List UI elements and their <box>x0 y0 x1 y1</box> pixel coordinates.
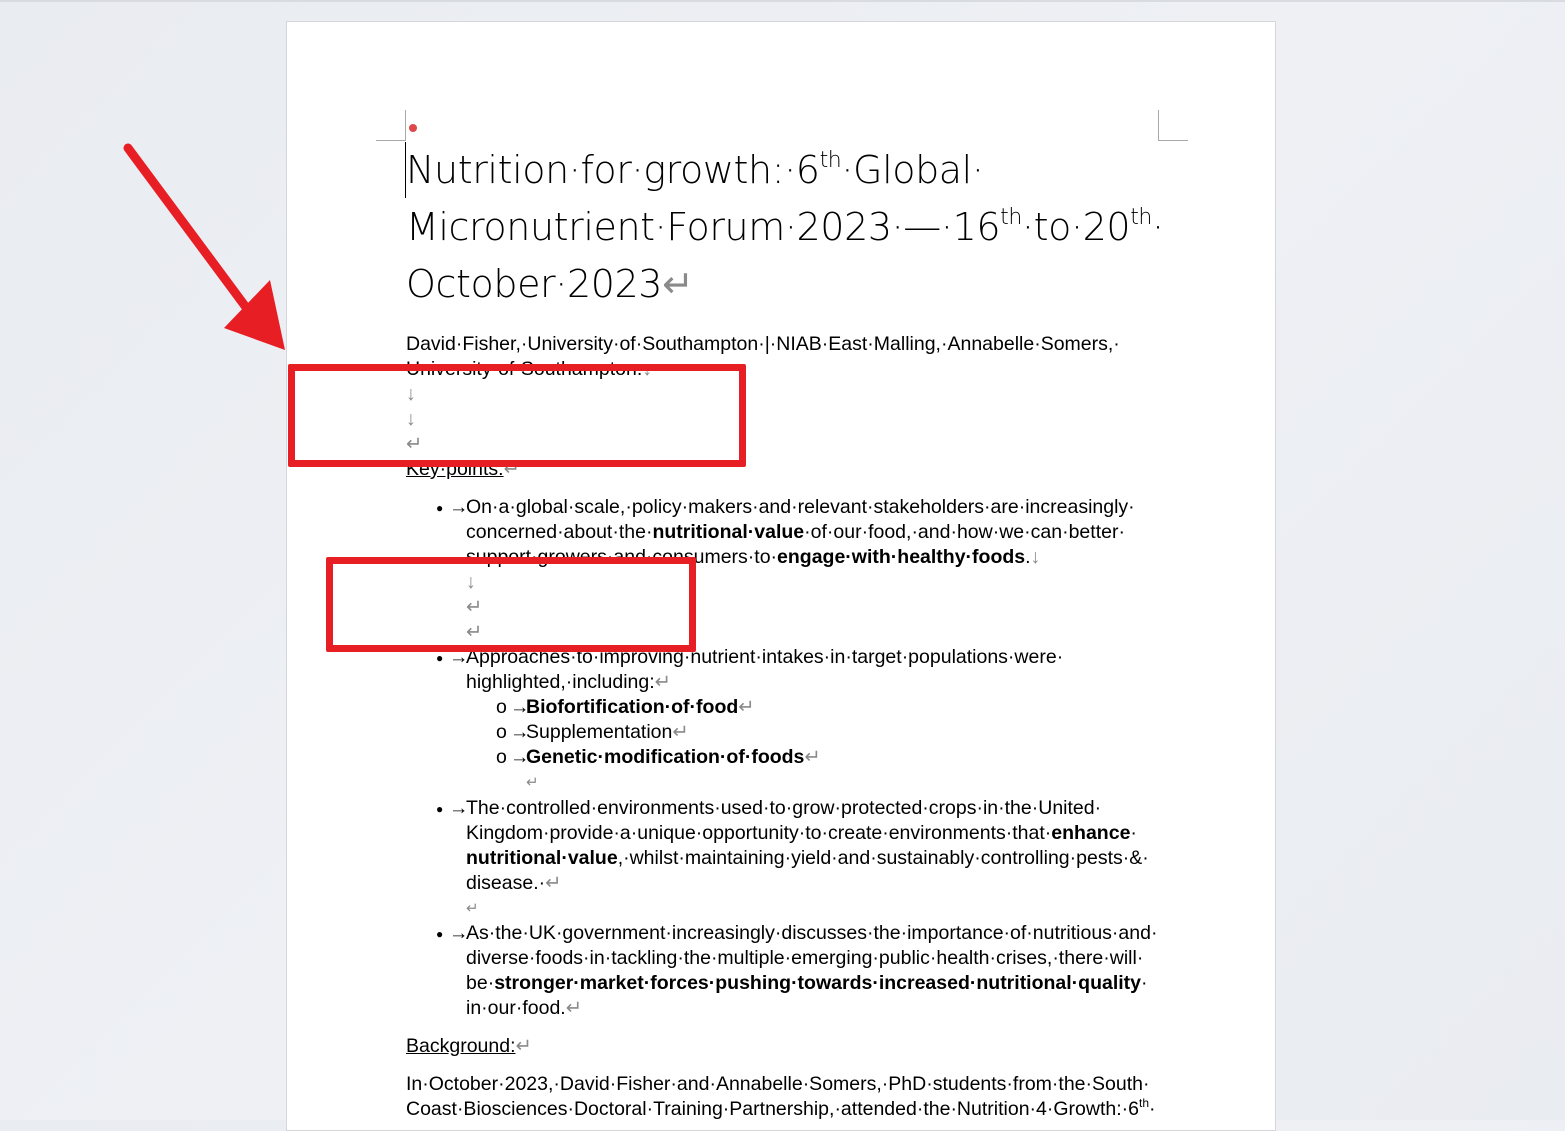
bullet-3-line-2[interactable]: Kingdom·provide·a·unique·opportunity·to·create·environments·that·enhance· <box>466 822 1137 844</box>
bullet-3-line-4[interactable]: disease.·↵ <box>466 872 562 894</box>
empty-paragraph-1[interactable]: ↵ <box>406 433 423 455</box>
bullet-1-line-2[interactable]: concerned·about·the·nutritional·value·of·our·food,·and·how·we·can·better· <box>466 521 1125 543</box>
bullet-4-line-1[interactable]: As·the·UK·government·increasingly·discusses·the·importance·of·nutritious·and· <box>466 922 1158 944</box>
bullet-2-symbol: ● <box>436 651 444 665</box>
key-points-heading[interactable]: Key·points:↵ <box>406 458 520 480</box>
bullet-1-empty-break[interactable]: ↓ <box>466 571 476 593</box>
authors-line-1[interactable]: David·Fisher,·University·of·Southampton·|·NIAB·East·Malling,·Annabelle·Somers,· <box>406 333 1120 355</box>
bullet-1-line-1[interactable]: On·a·global·scale,·policy·makers·and·relevant·stakeholders·are·increasingly· <box>466 496 1135 518</box>
document-title-line-3[interactable]: October·2023↵ <box>406 262 694 306</box>
background-line-1[interactable]: In·October·2023,·David·Fisher·and·Annabelle·Somers,·PhD·students·from·the·South· <box>406 1073 1150 1095</box>
sub-bullet-empty-para[interactable]: ↵ <box>526 774 539 791</box>
sub-bullet-1-symbol: o <box>496 696 507 718</box>
bullet-4-line-4[interactable]: in·our·food.↵ <box>466 997 583 1019</box>
sub-bullet-3-tab: → <box>510 746 530 768</box>
document-title-line-2[interactable]: Micronutrient·Forum·2023·—·16th·to·20th· <box>406 205 1164 249</box>
red-arrow-icon <box>120 140 300 380</box>
sub-bullet-3-symbol: o <box>496 746 507 768</box>
sub-bullet-biofortification[interactable]: Biofortification·of·food↵ <box>526 696 755 718</box>
crop-mark-top-right-h <box>1158 140 1188 141</box>
bullet-3-line-1[interactable]: The·controlled·environments·used·to·grow·protected·crops·in·the·United· <box>466 797 1102 819</box>
empty-line-break-2[interactable]: ↓ <box>406 408 416 430</box>
bullet-3-line-3[interactable]: nutritional·value,·whilst·maintaining·yield·and·sustainably·controlling·pests·&· <box>466 847 1149 869</box>
sub-bullet-genetic-modification[interactable]: Genetic·modification·of·foods↵ <box>526 746 821 768</box>
crop-mark-top-left-v <box>405 110 406 141</box>
bullet-1-line-3[interactable]: support·growers·and·consumers·to·engage·with·healthy·foods.↓ <box>466 546 1041 568</box>
crop-mark-top-left-h <box>376 140 406 141</box>
sub-bullet-supplementation[interactable]: Supplementation↵ <box>526 721 689 743</box>
bullet-3-symbol: ● <box>436 802 444 816</box>
bullet-4-line-3[interactable]: be·stronger·market·forces·pushing·towards·increased·nutritional·quality· <box>466 972 1148 994</box>
bullet-3-empty-para[interactable]: ↵ <box>466 900 479 917</box>
background-line-2[interactable]: Coast·Biosciences·Doctoral·Training·Partnership,·attended·the·Nutrition·4·Growth:·6th· <box>406 1096 1156 1120</box>
bullet-1-symbol: ● <box>436 501 444 515</box>
highlight-box-empty-lines-2 <box>326 557 696 652</box>
bullet-1-tab: → <box>449 496 469 518</box>
edit-indicator-dot <box>409 124 417 132</box>
empty-line-break-1[interactable]: ↓ <box>406 383 416 405</box>
sub-bullet-2-symbol: o <box>496 721 507 743</box>
authors-line-2[interactable]: University·of·Southampton.↓ <box>406 358 653 380</box>
crop-mark-top-right-v <box>1158 110 1159 141</box>
bullet-2-tab: → <box>449 646 469 668</box>
bullet-2-line-1[interactable]: Approaches·to·improving·nutrient·intakes·in·target·populations·were· <box>466 646 1064 668</box>
sub-bullet-1-tab: → <box>510 696 530 718</box>
bullet-4-line-2[interactable]: diverse·foods·in·tackling·the·multiple·emerging·public·health·crises,·there·will· <box>466 947 1144 969</box>
bullet-1-empty-para-2[interactable]: ↵ <box>466 621 483 643</box>
bullet-4-symbol: ● <box>436 927 444 941</box>
window-top-border <box>0 0 1565 2</box>
bullet-4-tab: → <box>449 922 469 944</box>
bullet-3-tab: → <box>449 797 469 819</box>
bullet-1-empty-para-1[interactable]: ↵ <box>466 596 483 618</box>
document-title-line-1[interactable]: Nutrition·for·growth:·6th·Global· <box>406 148 984 192</box>
bullet-2-line-2[interactable]: highlighted,·including:↵ <box>466 671 671 693</box>
sub-bullet-2-tab: → <box>510 721 530 743</box>
highlight-box-empty-lines-1 <box>288 364 746 467</box>
background-heading[interactable]: Background:↵ <box>406 1035 532 1057</box>
